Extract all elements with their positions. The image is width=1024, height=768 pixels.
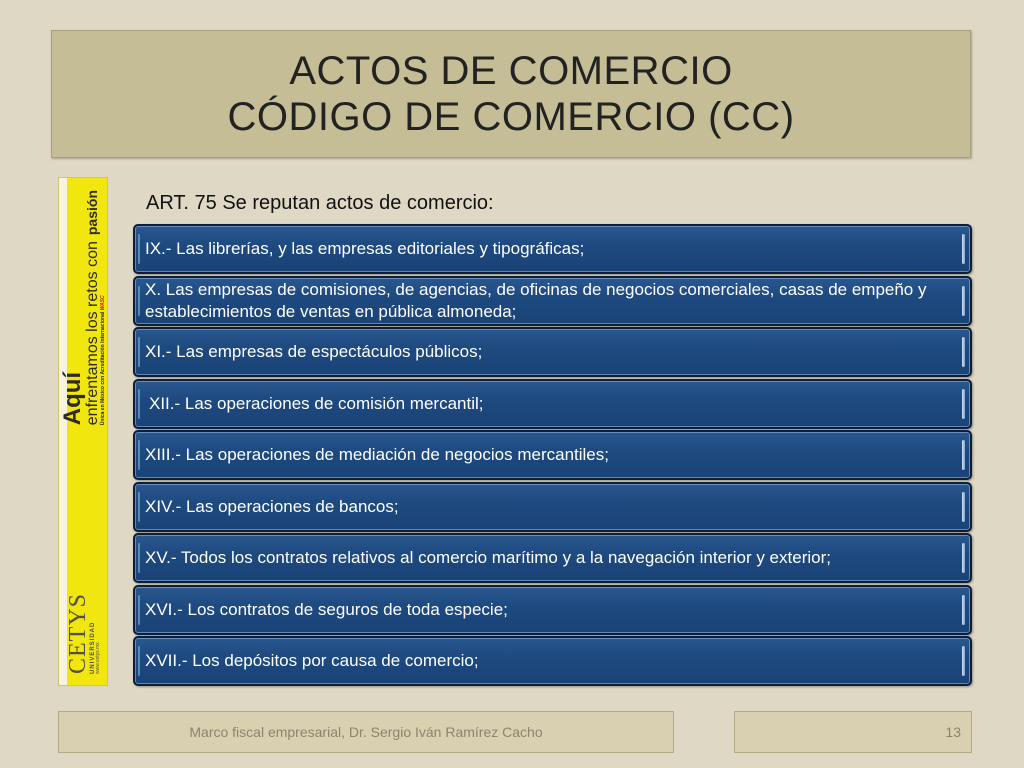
list-item-text: XII.- Las operaciones de comisión mercantil; <box>149 393 484 413</box>
accreditation-note <box>101 190 106 425</box>
slogan-word: Aquí <box>58 371 86 425</box>
article-heading: ART. 75 Se reputan actos de comercio: <box>146 192 494 214</box>
slide-title-line-1: ACTOS DE COMERCIO <box>289 49 733 93</box>
item-edge-decoration <box>962 337 965 367</box>
item-edge-decoration <box>962 492 965 522</box>
title-box <box>51 30 971 158</box>
list-item-xiv <box>133 482 972 532</box>
item-edge-decoration <box>962 440 965 470</box>
cetys-banner <box>58 177 108 686</box>
item-edge-decoration <box>962 286 965 316</box>
list-item-xv <box>133 533 972 583</box>
banner-slogan <box>58 189 106 425</box>
cetys-logo <box>66 592 101 673</box>
accreditation-text: Única en México con Acreditación Internacional <box>99 311 106 425</box>
logo-subtitle: UNIVERSIDAD <box>89 621 96 674</box>
page-number: 13 <box>945 724 961 740</box>
item-edge-decoration <box>962 543 965 573</box>
list-item-x <box>133 276 972 326</box>
list-item-text: X. Las empresas de comisiones, de agencias, de oficinas de negocios comerciales, casas de empeño y establecimientos de ventas en pública almoneda; <box>145 279 927 321</box>
list-item-text: XI.- Las empresas de espectáculos públicos; <box>145 342 483 361</box>
footer-page-box <box>734 711 972 753</box>
list-item-xvi <box>133 585 972 635</box>
list-item-text: XVII.- Los depósitos por causa de comercio; <box>145 651 479 670</box>
list-item-text: XV.- Todos los contratos relativos al comercio marítimo y a la navegación interior y exterior; <box>145 548 831 567</box>
list-item-text: XIII.- Las operaciones de mediación de negocios mercantiles; <box>145 445 609 464</box>
item-edge-decoration <box>962 389 965 419</box>
logo-name: CETYS <box>64 592 91 674</box>
slogan-line: enfrentamos los retos con <box>83 240 101 425</box>
footer-credit-box <box>58 711 674 753</box>
item-edge-decoration <box>962 595 965 625</box>
slogan-emphasis: pasión <box>83 189 100 235</box>
list-item-xi <box>133 327 972 377</box>
list-item-text: XVI.- Los contratos de seguros de toda especie; <box>145 599 508 619</box>
list-item-text: IX.- Las librerías, y las empresas editoriales y tipográficas; <box>145 239 585 258</box>
item-edge-decoration <box>962 234 965 264</box>
list-item-ix <box>133 224 972 274</box>
list-item-xii <box>133 379 972 429</box>
slide-title-line-2: CÓDIGO DE COMERCIO (CC) <box>227 95 795 139</box>
list-item-text: XIV.- Las operaciones de bancos; <box>145 496 399 516</box>
wasc-logo: WASC <box>99 294 106 310</box>
list-item-xvii <box>133 636 972 686</box>
logo-url: www.cetys.mx <box>94 641 101 674</box>
item-edge-decoration <box>962 646 965 676</box>
footer-credit: Marco fiscal empresarial, Dr. Sergio Iván Ramírez Cacho <box>189 724 543 740</box>
banner-rotated-content <box>60 182 106 682</box>
list-item-xiii <box>133 430 972 480</box>
